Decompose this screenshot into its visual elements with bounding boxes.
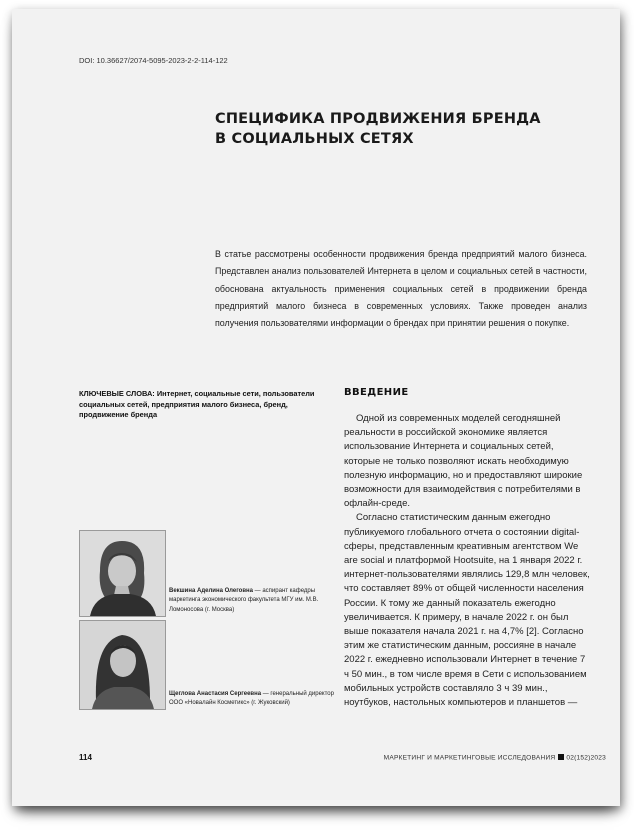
section-heading: ВВЕДЕНИЕ bbox=[344, 387, 409, 398]
square-icon bbox=[558, 754, 564, 760]
keywords-text: Интернет, социальные сети, пользователи социальных сетей, предприятия малого бизнеса, бренд, продвижение бренда bbox=[79, 389, 315, 420]
author-name: Щеглова Анастасия Сергеевна bbox=[169, 691, 262, 697]
keywords bbox=[79, 389, 331, 421]
doi: DOI: 10.36627/2074-5095-2023-2-2-114-122 bbox=[79, 56, 228, 65]
page-number: 114 bbox=[79, 753, 92, 762]
title-line-2: В СОЦИАЛЬНЫХ СЕТЯХ bbox=[215, 131, 414, 147]
abstract: В статье рассмотрены особенности продвижения бренда предприятий малого бизнеса. Представлен анализ пользователей Интернета в целом и социальных сетей в частности, обоснована актуальность применения социальных сетей в продвижении бренда предприятий малого бизнеса в современных условиях. Также проведен анализ получения пользователями информации о брендах при принятии решения о покупке. bbox=[215, 249, 587, 329]
author-info bbox=[169, 587, 337, 615]
author-description: — аспирант кафедры маркетинга экономического факультета МГУ им. М.В. Ломоносова (г. Москва) bbox=[169, 588, 319, 613]
author-info bbox=[169, 690, 337, 709]
author-name: Векшина Аделина Олеговна bbox=[169, 588, 253, 594]
author-photo bbox=[79, 620, 166, 710]
title-line-1: СПЕЦИФИКА ПРОДВИЖЕНИЯ БРЕНДА bbox=[215, 111, 541, 127]
article-title bbox=[215, 109, 575, 149]
journal-name: МАРКЕТИНГ И МАРКЕТИНГОВЫЕ ИССЛЕДОВАНИЯ bbox=[383, 754, 556, 762]
author-photo bbox=[79, 530, 166, 617]
journal-issue: 02(152)2023 bbox=[566, 754, 606, 762]
body-text bbox=[344, 412, 590, 710]
journal-page bbox=[12, 9, 620, 806]
paragraph: Согласно статистическим данным ежегодно публикуемого глобального отчета о состоянии digital-сферы, представленным креативным агентством We are social и платформой Hootsuite, на 1 января 2022 г. интернет-пользователями являлись 129,8 млн человек, что составляет 89% от общей численности населения России. К тому же данный показатель ежегодно увеличивается. К примеру, в начале 2022 г. он был выше показателя начала 2021 г. на 4,7% [2]. Согласно этим же статистическим данным, россияне в начале 2022 г. ежедневно использовали Интернет в течение 7 ч 50 мин., в том числе время в Сети с использованием мобильных устройств составляло 3 ч 39 мин., ноутбуков, настольных компьютеров и планшетов — bbox=[344, 512, 590, 709]
paragraph: Одной из современных моделей сегодняшней реальности в российской экономике является использование Интернета и социальных сетей, которые не только позволяют искать необходимую полезную информацию, но и предоставляют широкие возможности для взаимодействия с потребителями в офлайн-среде. bbox=[344, 413, 583, 510]
author-description: — генеральный директор ООО «Новалайн Косметикс» (г. Жуковский) bbox=[169, 691, 334, 707]
keywords-label: КЛЮЧЕВЫЕ СЛОВА: bbox=[79, 389, 155, 398]
journal-footer bbox=[384, 754, 606, 762]
